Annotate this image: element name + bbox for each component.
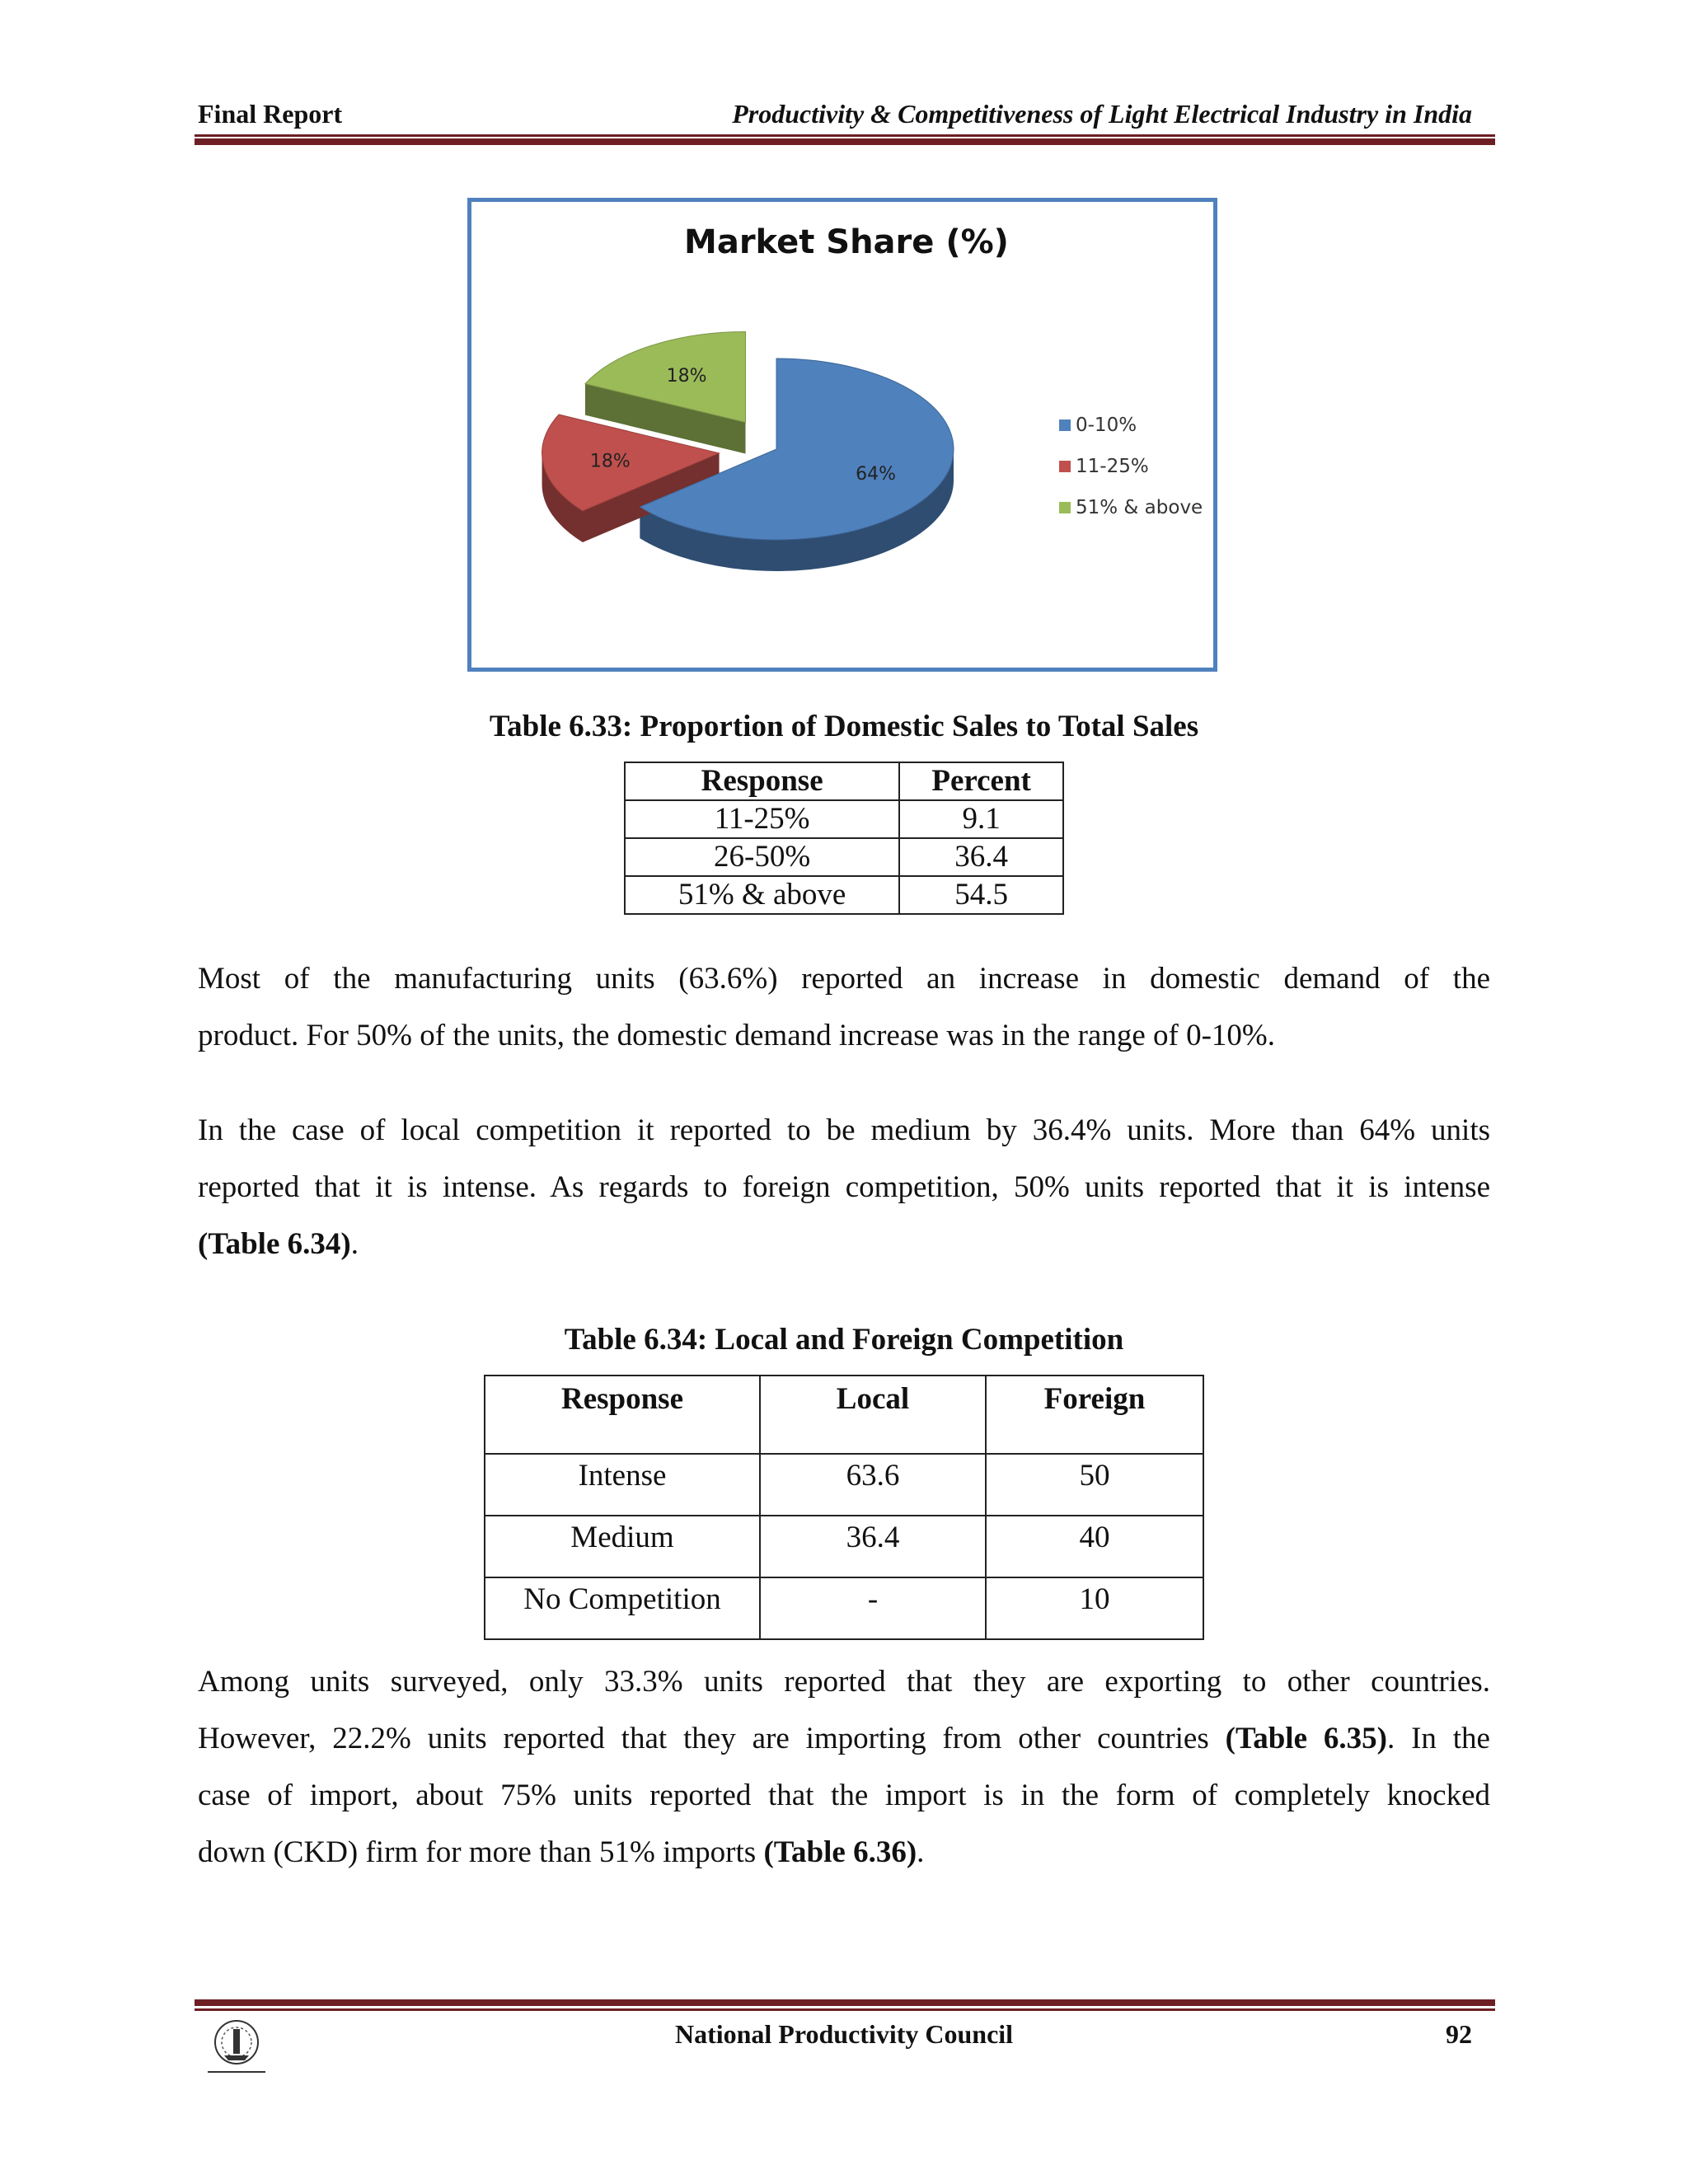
text-run: However, 22.2% units reported that they are importing from other countries bbox=[198, 1722, 1226, 1755]
table-header-cell: Response bbox=[625, 762, 899, 800]
legend-swatch bbox=[1059, 502, 1071, 513]
table-row bbox=[485, 1516, 1203, 1577]
paragraph-1 bbox=[198, 950, 1490, 1064]
table-header-cell: Response bbox=[485, 1376, 760, 1454]
header-left: Final Report bbox=[198, 99, 343, 129]
paragraph-line: Most of the manufacturing units (63.6%) reported an increase in domestic demand of the bbox=[198, 962, 1490, 996]
header-rule-thick bbox=[195, 138, 1495, 145]
paragraph-line bbox=[198, 1216, 1490, 1272]
paragraph-line bbox=[198, 1710, 1490, 1767]
footer-rule-thick bbox=[195, 1999, 1495, 2006]
table-cell: No Competition bbox=[485, 1577, 760, 1639]
table-row bbox=[625, 838, 1063, 876]
paragraph-line: product. For 50% of the units, the domestic demand increase was in the range of 0-10%. bbox=[198, 1019, 1275, 1052]
pie-data-label: 64% bbox=[856, 464, 897, 485]
table-reference: (Table 6.35) bbox=[1225, 1722, 1387, 1755]
legend-swatch bbox=[1059, 461, 1071, 472]
table-reference: (Table 6.34) bbox=[198, 1227, 351, 1261]
table-6-33 bbox=[624, 762, 1064, 915]
footer-rule-thin bbox=[195, 2008, 1495, 2011]
table-6-33-caption: Table 6.33: Proportion of Domestic Sales to Total Sales bbox=[489, 710, 1199, 743]
legend-label: 0-10% bbox=[1076, 415, 1137, 436]
table-header-cell: Percent bbox=[899, 762, 1063, 800]
table-cell: 36.4 bbox=[899, 838, 1063, 876]
table-cell: 9.1 bbox=[899, 800, 1063, 838]
pie-chart-svg bbox=[471, 202, 1213, 668]
table-cell: 11-25% bbox=[625, 800, 899, 838]
pie-data-label: 18% bbox=[589, 451, 631, 472]
paragraph-line: reported that it is intense. As regards to foreign competition, 50% units reported that it is intense bbox=[198, 1170, 1490, 1204]
page-number: 92 bbox=[1446, 2019, 1472, 2049]
table-cell: 26-50% bbox=[625, 838, 899, 876]
table-cell: Medium bbox=[485, 1516, 760, 1577]
table-header-cell: Foreign bbox=[986, 1376, 1203, 1454]
table-cell: - bbox=[760, 1577, 986, 1639]
table-cell: Intense bbox=[485, 1454, 760, 1516]
table-row bbox=[485, 1577, 1203, 1639]
table-6-34 bbox=[484, 1375, 1204, 1640]
table-cell: 40 bbox=[986, 1516, 1203, 1577]
table-cell: 36.4 bbox=[760, 1516, 986, 1577]
table-row bbox=[485, 1454, 1203, 1516]
table-cell: 50 bbox=[986, 1454, 1203, 1516]
text-run: down (CKD) firm for more than 51% imports bbox=[198, 1835, 764, 1869]
header-rule-thin bbox=[195, 134, 1495, 137]
table-6-34-caption: Table 6.34: Local and Foreign Competition bbox=[564, 1323, 1124, 1357]
pie-slices bbox=[542, 331, 954, 571]
table-cell: 51% & above bbox=[625, 876, 899, 914]
paragraph-3 bbox=[198, 1653, 1490, 1881]
pie-data-label: 18% bbox=[666, 365, 707, 387]
paragraph-2 bbox=[198, 1102, 1490, 1272]
punctuation: . bbox=[350, 1227, 359, 1261]
footer-organization: National Productivity Council bbox=[674, 2019, 1014, 2049]
header-right: Productivity & Competitiveness of Light Electrical Industry in India bbox=[732, 99, 1472, 129]
table-cell: 63.6 bbox=[760, 1454, 986, 1516]
table-cell: 54.5 bbox=[899, 876, 1063, 914]
table-cell: 10 bbox=[986, 1577, 1203, 1639]
table-row bbox=[625, 876, 1063, 914]
paragraph-line: Among units surveyed, only 33.3% units reported that they are exporting to other countries. bbox=[198, 1665, 1490, 1699]
table-reference: (Table 6.36) bbox=[763, 1835, 917, 1869]
paragraph-line bbox=[198, 1824, 1490, 1881]
legend-swatch bbox=[1059, 419, 1071, 431]
legend-label: 51% & above bbox=[1076, 497, 1203, 518]
chart-legend bbox=[1059, 415, 1203, 518]
text-run: . bbox=[917, 1835, 925, 1869]
paragraph-line: In the case of local competition it reported to be medium by 36.4% units. More than 64% units bbox=[198, 1113, 1490, 1147]
chart-title: Market Share (%) bbox=[684, 223, 1009, 261]
market-share-chart bbox=[467, 198, 1217, 672]
legend-label: 11-25% bbox=[1076, 456, 1149, 477]
table-row bbox=[625, 800, 1063, 838]
paragraph-line: case of import, about 75% units reported that the import is in the form of completely knocked bbox=[198, 1779, 1490, 1812]
table-header-cell: Local bbox=[760, 1376, 986, 1454]
text-run: . In the bbox=[1386, 1722, 1490, 1755]
